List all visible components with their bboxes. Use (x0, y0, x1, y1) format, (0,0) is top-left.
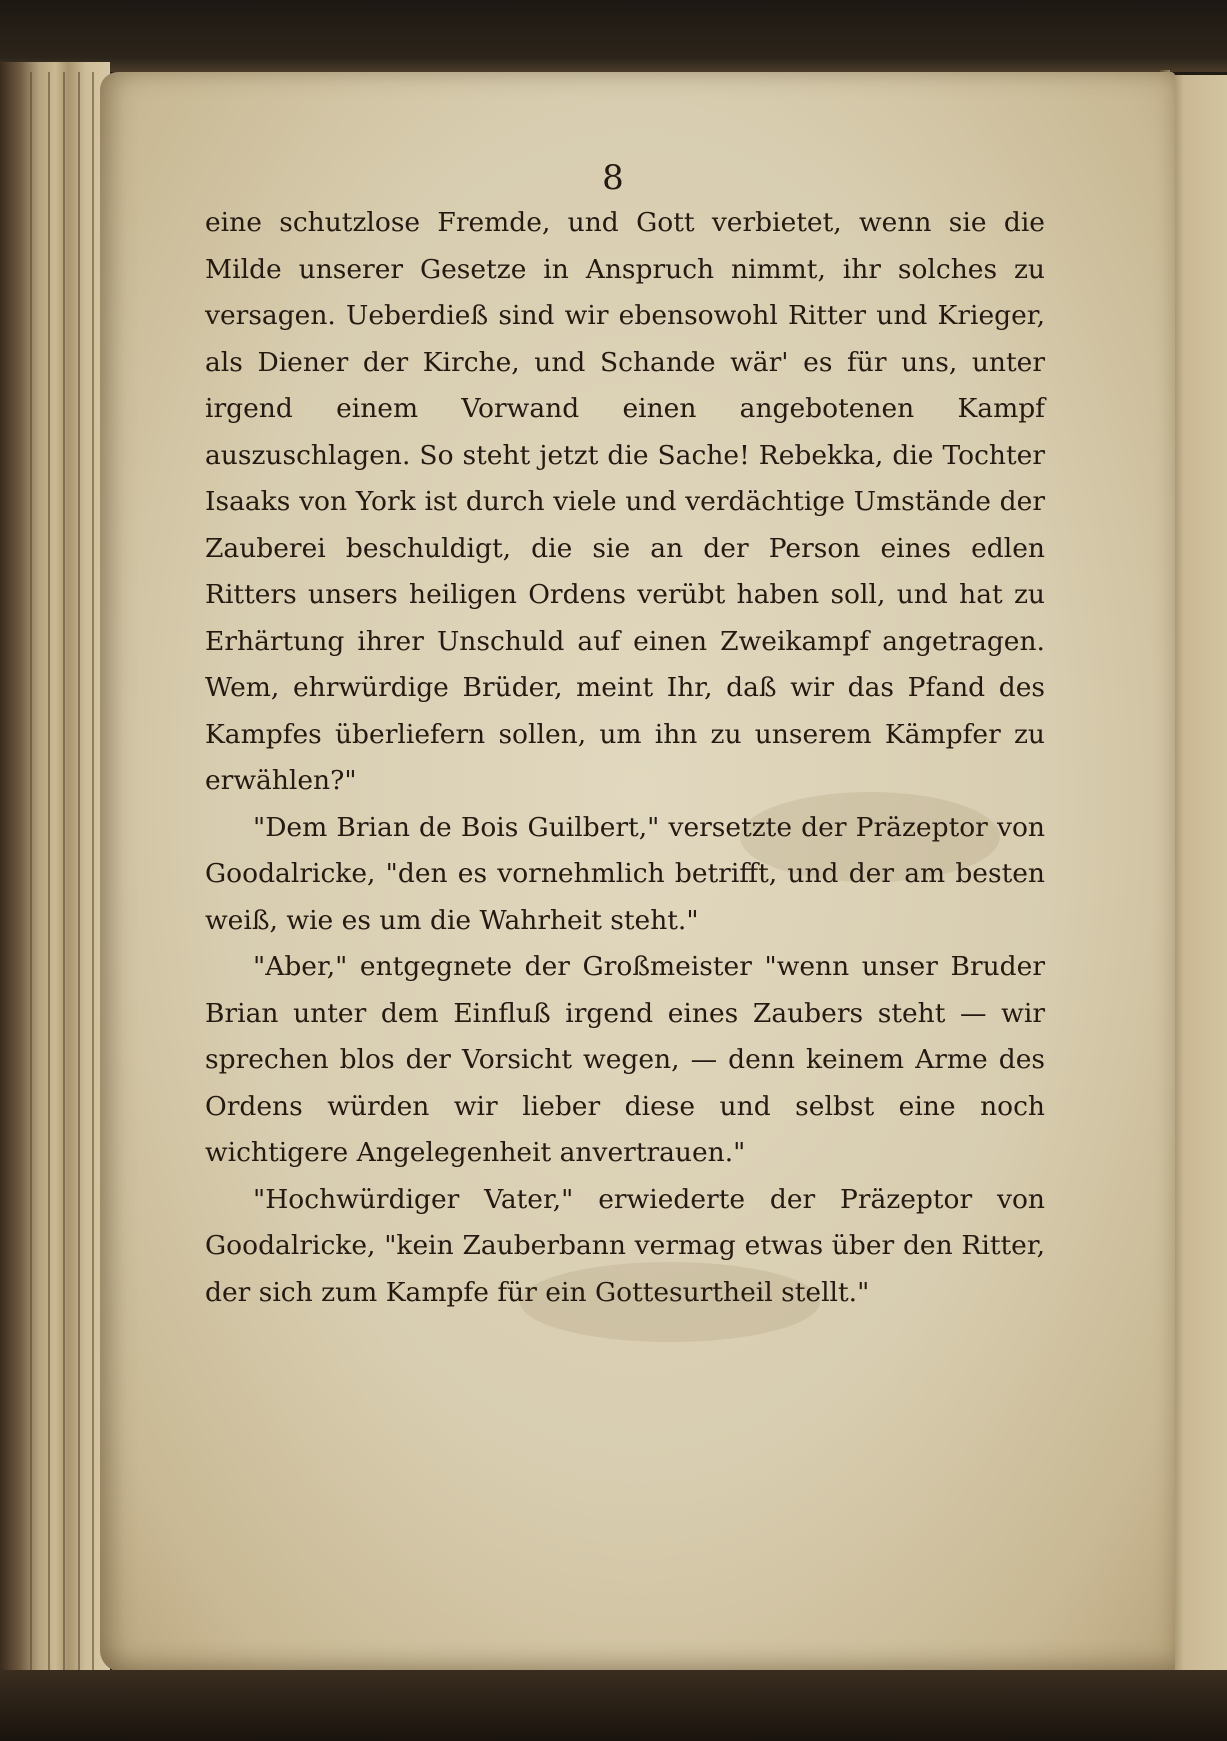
paragraph: "Hochwürdiger Vater," erwiederte der Präzeptor von Goodalricke, "kein Zauberbann vermag etwas über den Ritter, der sich zum Kampfe für ein Gottesurtheil stellt." (205, 1183, 1045, 1308)
book-page-edges (0, 62, 110, 1702)
page-text (205, 200, 1045, 1316)
top-background (0, 0, 1227, 72)
paragraph: "Aber," entgegnete der Großmeister "wenn unser Bruder Brian unter dem Einfluß irgend eines Zaubers steht — wir sprechen blos der Vorsicht wegen, — denn keinem Arme des Ordens würden wir lieber diese und selbst eine noch wichtigere Angelegenheit anvertrauen." (205, 951, 1045, 1168)
paragraph: eine schutzlose Fremde, und Gott verbietet, wenn sie die Milde unserer Gesetze in Anspruch nimmt, ihr solches zu versagen. Ueberdieß sind wir ebensowohl Ritter und Krieger, als Diener der Kirche, und Schande wär' es für uns, unter irgend einem Vorwand einen angebotenen Kampf auszuschlagen. So steht jetzt die Sache! Rebekka, die Tochter Isaaks von York ist durch viele und verdächtige Umstände der Zauberei beschuldigt, die sie an der Person eines edlen Ritters unsers heiligen Ordens verübt haben soll, und hat zu Erhärtung ihrer Unschuld auf einen Zweikampf angetragen. Wem, ehrwürdige Brüder, meint Ihr, daß wir das Pfand des Kampfes überliefern sollen, um ihn zu unserem Kämpfer zu erwählen?" (205, 207, 1045, 796)
page-number: 8 (602, 158, 625, 198)
bottom-background (0, 1670, 1227, 1741)
paragraph: "Dem Brian de Bois Guilbert," versetzte der Präzeptor von Goodalricke, "den es vornehmlich betrifft, und der am besten weiß, wie es um die Wahrheit steht." (205, 811, 1045, 936)
